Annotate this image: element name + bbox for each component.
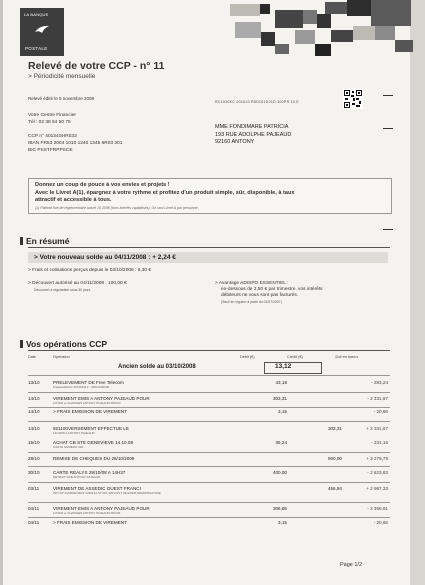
- opening-balance-label: Ancien solde au 03/10/2008: [118, 364, 196, 370]
- recipient-address: [215, 124, 291, 147]
- bird-icon: [34, 24, 50, 38]
- col-header-date: Date: [28, 355, 37, 359]
- bic: BIC PSSTFRPPSCE: [28, 148, 73, 153]
- bank-name-line1: LA BANQUE: [24, 12, 49, 17]
- scan-right-edge: [410, 0, 425, 585]
- page-number: Page 1/2: [340, 562, 363, 568]
- scan-left-edge: [0, 0, 3, 585]
- promo-line1: Donnez un coup de pouce à vos envies et projets !: [35, 182, 170, 188]
- edition-date: Relevé édité le 5 novembre 2008: [28, 96, 95, 101]
- statement-title: Relevé de votre CCP - n° 11: [28, 60, 165, 72]
- recipient-city: 92160 ANTONY: [215, 139, 255, 145]
- financial-centre: [28, 112, 76, 126]
- header-banner: [175, 0, 425, 62]
- adispo-title: > Avantage ADISPO ESSENTIEL :: [215, 281, 289, 286]
- new-balance-banner: [28, 252, 388, 263]
- summary-divider: [28, 247, 390, 248]
- centre-label: Votre Centre Financier: [28, 113, 76, 118]
- adispo-text1: en-dessous de 3,50 € par trimestre, vos intérêts: [221, 287, 323, 292]
- overdraft-line: > Découvert autorisé au 04/11/2008 : 100,00 €: [28, 281, 127, 286]
- promo-line3: attractif et accessible à tous.: [35, 197, 112, 203]
- recipient-street: 193 RUE ADOLPHE PAJEAUD: [215, 131, 292, 138]
- opening-balance-box: [264, 362, 322, 374]
- barcode-text: RC1010KC 001610 R5D101D21D 100PR 10 E: [215, 100, 300, 104]
- col-header-debit: Débit (€): [240, 355, 255, 359]
- promo-footnote: (1) Plafond fixé de réglementaire actuel 15 300€ (hors intérêts capitalisés). Un seul Livret A par personne.: [35, 206, 199, 210]
- col-header-balance: Soit en francs: [335, 355, 359, 359]
- operations-divider: [28, 350, 390, 351]
- adispo-note: (Seuil en vigueur à partir du 01/07/2007): [221, 300, 282, 304]
- opening-balance-value: 13,12: [275, 363, 292, 370]
- opening-balance-row: [28, 363, 390, 372]
- recipient-name: MME FONDIMARE PATRICIA: [215, 124, 289, 130]
- col-header-operation: Opération: [53, 355, 70, 359]
- new-balance: > Votre nouveau solde au 04/11/2008 : + 2,24 €: [34, 253, 176, 261]
- fees-line: > Frais et cotisations perçus depuis le 03/10/2008 : 6,30 €: [28, 268, 152, 273]
- ccp-number: CCP n° 40134SHR033: [28, 134, 77, 139]
- promo-line2: Avec le Livret A(1), épargnez à votre rythme et profitez d'un produit simple, sûr, disponible, à taux: [35, 189, 295, 196]
- bank-logo: [20, 8, 64, 56]
- operations-section-title: Vos opérations CCP: [20, 339, 107, 349]
- statement-periodicity: > Périodicité mensuelle: [28, 73, 96, 80]
- summary-section-title: En résumé: [20, 236, 69, 246]
- promo-box: [28, 178, 392, 214]
- overdraft-note: Découvert à régulariser sous 30 jours: [34, 288, 91, 292]
- col-header-credit: Crédit (€): [287, 355, 303, 359]
- adispo-block: [215, 281, 323, 305]
- adispo-text2: débiteurs ne vous sont pas facturés.: [221, 293, 299, 298]
- centre-phone: Tél : 02 38 64 50 75: [28, 120, 71, 125]
- iban: IBAN FR53 2004 1010 1240 1345 6R03 301: [28, 141, 123, 146]
- qr-code-icon: [343, 89, 363, 109]
- account-identifiers: [28, 133, 122, 154]
- bank-name-line2: POSTALE: [25, 46, 48, 51]
